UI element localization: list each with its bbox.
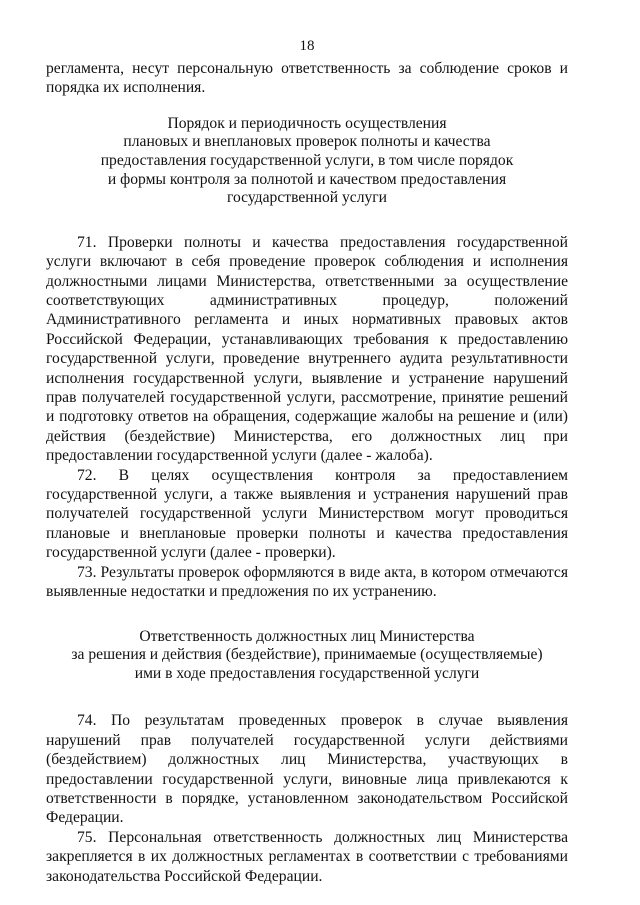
heading-line: плановых и внеплановых проверок полноты и качества <box>123 133 491 151</box>
section-heading-control-procedure <box>46 115 568 208</box>
page-number: 18 <box>299 38 315 54</box>
paragraph-71: 71. Проверки полноты и качества предоставления государственной услуги включают в себя проведение проверок соблюдения и исполнения должностными лицами Министерства, ответственными за осуществление соответствующих административных процедур, положений Административного регламента и иных нормативных правовых актов Российской Федерации, устанавливающих требования к предоставлению государственной услуги, проведение внутреннего аудита результативности исполнения государственной услуги, выявление и устранение нарушений прав получателей государственной услуги, рассмотрение, принятие решений и подготовку ответов на обращения, содержащие жалобы на решение и (или) действия (бездействие) Министерства, его должностных лиц при предоставлении государственной услуги (далее - жалоба). <box>46 233 568 465</box>
heading-line: Порядок и периодичность осуществления <box>167 114 447 132</box>
intro-paragraph: регламента, несут персональную ответственность за соблюдение сроков и порядка их исполнения. <box>46 60 568 97</box>
heading-line: и формы контроля за полнотой и качеством предоставления <box>107 170 507 188</box>
paragraph-74: 74. По результатам проведенных проверок в случае выявления нарушений прав получателей государственной услуги действиями (бездействием) должностных лиц Министерства, участвующих в предоставлении государственной услуги, виновные лица привлекаются к ответственности в порядке, установленном законодательством Российской Федерации. <box>46 712 568 827</box>
heading-line: государственной услуги <box>226 189 388 207</box>
heading-line: предоставления государственной услуги, в том числе порядок <box>100 152 514 169</box>
heading-line: ими в ходе предоставления государственной услуги <box>134 664 480 682</box>
heading-line: за решения и действия (бездействие), принимаемые (осуществляемые) <box>71 646 543 664</box>
paragraph-73: 73. Результаты проверок оформляются в виде акта, в котором отмечаются выявленные недостатки и предложения по их устранению. <box>46 563 568 601</box>
section-heading-responsibility <box>46 628 568 684</box>
paragraph-75: 75. Персональная ответственность должностных лиц Министерства закрепляется в их должностных регламентах в соответствии с требованиями законодательства Российской Федерации. <box>46 828 568 885</box>
paragraph-72: 72. В целях осуществления контроля за предоставлением государственной услуги, а также выявления и устранения нарушений прав получателей государственной услуги Министерством могут проводиться плановые и внеплановые проверки полноты и качества предоставления государственной услуги (далее - проверки). <box>46 466 568 562</box>
heading-line: Ответственность должностных лиц Министерства <box>139 627 475 645</box>
